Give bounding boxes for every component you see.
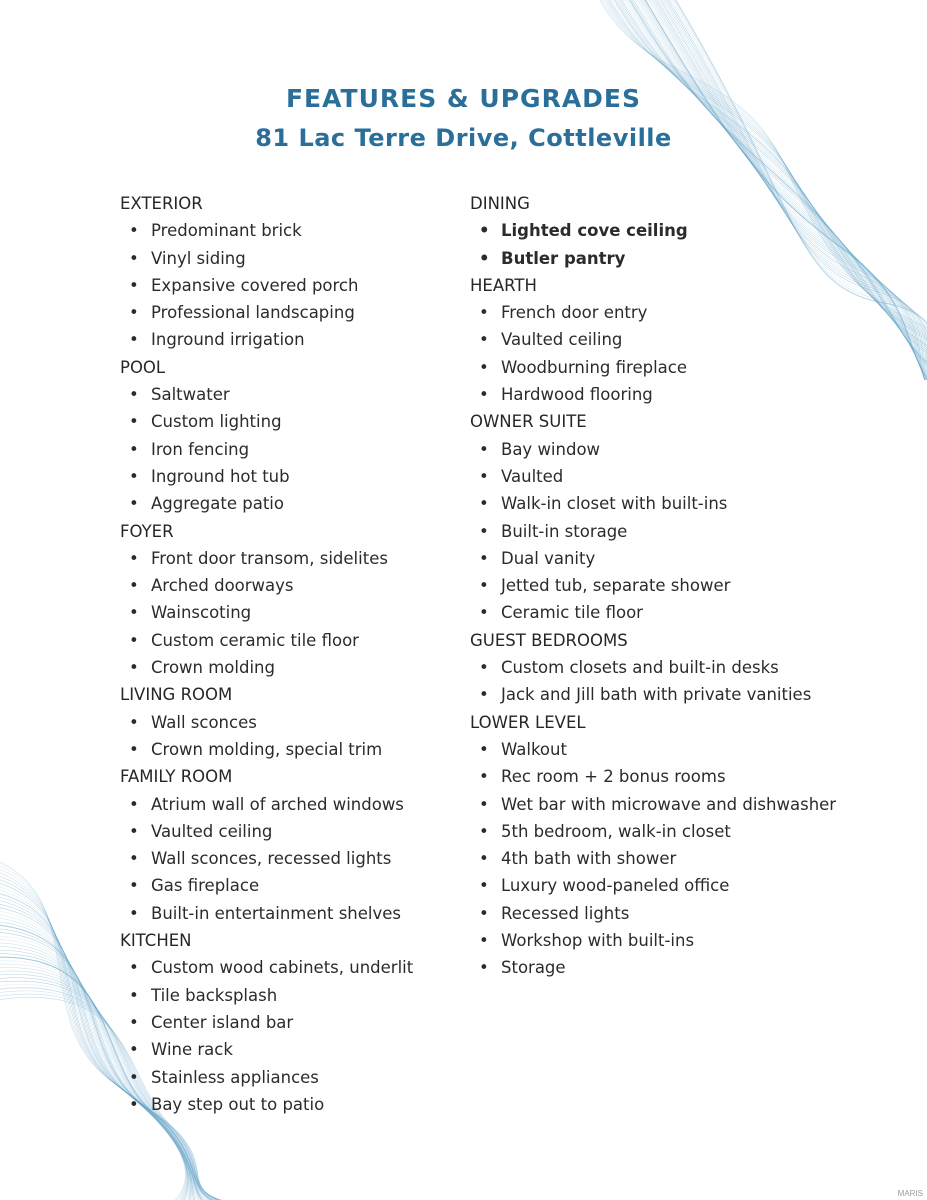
feature-list (470, 299, 890, 408)
feature-text: Iron fencing (151, 439, 250, 459)
feature-text: Tile backsplash (151, 985, 278, 1005)
feature-text: Wall sconces (151, 712, 257, 732)
bullet-icon: • (129, 739, 139, 759)
section-hearth (470, 272, 890, 408)
feature-list-item (120, 791, 460, 818)
feature-list-item (120, 381, 460, 408)
section-foyer (120, 518, 460, 682)
section-heading: POOL (120, 357, 166, 377)
feature-text: Crown molding, special trim (151, 739, 383, 759)
bullet-icon: • (479, 849, 489, 869)
bullet-icon: • (129, 494, 139, 514)
section-living-room (120, 681, 460, 763)
feature-text: Walkout (501, 739, 567, 759)
feature-text: Woodburning fireplace (501, 357, 688, 377)
feature-text: Butler pantry (501, 248, 626, 268)
bullet-icon: • (129, 466, 139, 486)
feature-text: French door entry (501, 303, 648, 323)
feature-list-item (120, 326, 460, 353)
feature-text: Built-in entertainment shelves (151, 903, 401, 923)
feature-list-item (120, 627, 460, 654)
feature-text: Atrium wall of arched windows (151, 794, 404, 814)
feature-list-item (120, 490, 460, 517)
header (0, 82, 927, 156)
feature-text: Custom wood cabinets, underlit (151, 958, 414, 978)
feature-list (120, 545, 460, 681)
feature-text: Jack and Jill bath with private vanities (501, 685, 812, 705)
feature-list-item (470, 681, 890, 708)
bullet-icon: • (129, 1094, 139, 1114)
feature-text: Wet bar with microwave and dishwasher (501, 794, 837, 814)
section-kitchen (120, 927, 460, 1118)
feature-list (470, 436, 890, 627)
feature-text: Gas fireplace (151, 876, 260, 896)
bullet-icon: • (129, 658, 139, 678)
feature-text: Professional landscaping (151, 303, 355, 323)
feature-list-item (470, 791, 890, 818)
feature-text: Hardwood flooring (501, 385, 653, 405)
feature-list-item (470, 599, 890, 626)
bullet-icon: • (479, 357, 489, 377)
bullet-icon: • (479, 494, 489, 514)
section-heading: LIVING ROOM (120, 685, 233, 705)
feature-list-item (470, 381, 890, 408)
feature-text: Custom ceramic tile floor (151, 630, 359, 650)
feature-text: Storage (501, 958, 566, 978)
section-dining (470, 190, 890, 272)
feature-list-item (470, 217, 890, 244)
feature-list (120, 791, 460, 927)
feature-text: Wainscoting (151, 603, 252, 623)
feature-list-item (120, 408, 460, 435)
bullet-icon: • (479, 385, 489, 405)
feature-list-item (120, 654, 460, 681)
feature-text: Recessed lights (501, 903, 630, 923)
bullet-icon: • (479, 466, 489, 486)
section-heading: DINING (470, 194, 530, 213)
bullet-icon: • (129, 903, 139, 923)
section-lower-level (470, 709, 890, 982)
feature-list-item (120, 954, 460, 981)
feature-list-item (120, 1091, 460, 1118)
feature-list (470, 217, 890, 272)
feature-list-item (120, 545, 460, 572)
right-feature-column (470, 190, 890, 982)
bullet-icon: • (479, 931, 489, 951)
bullet-icon: • (479, 603, 489, 623)
feature-list-item (470, 436, 890, 463)
bullet-icon: • (129, 794, 139, 814)
feature-text: Aggregate patio (151, 494, 284, 514)
bullet-icon: • (479, 221, 490, 241)
feature-text: Vaulted ceiling (151, 821, 273, 841)
section-heading: FOYER (120, 521, 174, 541)
feature-list-item (470, 872, 890, 899)
section-guest-bedrooms (470, 627, 890, 709)
feature-list-item (470, 545, 890, 572)
feature-text: Custom lighting (151, 412, 282, 432)
section-heading: OWNER SUITE (470, 412, 587, 432)
feature-text: Vaulted ceiling (501, 330, 623, 350)
bullet-icon: • (129, 712, 139, 732)
feature-text: Vinyl siding (151, 248, 246, 268)
feature-list-item (120, 736, 460, 763)
feature-text: Lighted cove ceiling (501, 221, 688, 241)
feature-list-item (120, 572, 460, 599)
feature-list-item (470, 490, 890, 517)
feature-list-item (470, 927, 890, 954)
bullet-icon: • (479, 548, 489, 568)
bullet-icon: • (129, 1040, 139, 1060)
feature-text: Jetted tub, separate shower (501, 576, 731, 596)
feature-list-item (120, 982, 460, 1009)
feature-text: Workshop with built-ins (501, 931, 695, 951)
bullet-icon: • (479, 794, 489, 814)
feature-list-item (470, 518, 890, 545)
feature-list-item (470, 736, 890, 763)
section-heading: LOWER LEVEL (470, 712, 586, 732)
feature-text: Front door transom, sidelites (151, 548, 388, 568)
bullet-icon: • (129, 548, 139, 568)
feature-list-item (120, 1064, 460, 1091)
feature-list-item (470, 326, 890, 353)
feature-list-item (120, 463, 460, 490)
feature-list-item (470, 354, 890, 381)
feature-text: 4th bath with shower (501, 849, 677, 869)
feature-text: Ceramic tile floor (501, 603, 643, 623)
section-owner-suite (470, 408, 890, 626)
feature-list-item (120, 845, 460, 872)
feature-list-item (120, 272, 460, 299)
feature-text: Wine rack (151, 1040, 233, 1060)
feature-list (120, 381, 460, 517)
feature-text: Built-in storage (501, 521, 628, 541)
feature-list-item (470, 763, 890, 790)
feature-text: Walk-in closet with built-ins (501, 494, 728, 514)
feature-text: Center island bar (151, 1012, 294, 1032)
feature-list (120, 709, 460, 764)
section-heading: FAMILY ROOM (120, 767, 233, 787)
bullet-icon: • (129, 876, 139, 896)
bullet-icon: • (129, 603, 139, 623)
feature-text: Inground hot tub (151, 466, 290, 486)
bullet-icon: • (129, 248, 139, 268)
feature-text: Wall sconces, recessed lights (151, 849, 392, 869)
section-heading: EXTERIOR (120, 194, 203, 213)
feature-list-item (120, 245, 460, 272)
feature-text: Vaulted (501, 466, 564, 486)
bullet-icon: • (479, 739, 489, 759)
bullet-icon: • (479, 958, 489, 978)
section-heading: HEARTH (470, 275, 537, 295)
feature-list (120, 954, 460, 1118)
feature-list-item (470, 900, 890, 927)
feature-text: Predominant brick (151, 221, 302, 241)
feature-list-item (470, 245, 890, 272)
section-pool (120, 354, 460, 518)
bullet-icon: • (129, 849, 139, 869)
bullet-icon: • (129, 330, 139, 350)
feature-text: Expansive covered porch (151, 275, 359, 295)
bullet-icon: • (129, 576, 139, 596)
bullet-icon: • (479, 248, 490, 268)
bullet-icon: • (479, 439, 489, 459)
bullet-icon: • (129, 275, 139, 295)
feature-list-item (120, 872, 460, 899)
feature-list-item (120, 900, 460, 927)
bullet-icon: • (479, 521, 489, 541)
feature-list-item (120, 1009, 460, 1036)
bullet-icon: • (479, 303, 489, 323)
feature-list-item (120, 599, 460, 626)
page-subtitle: 81 Lac Terre Drive, Cottleville (255, 124, 672, 152)
feature-text: Bay step out to patio (151, 1094, 325, 1114)
feature-text: Arched doorways (151, 576, 294, 596)
bullet-icon: • (129, 985, 139, 1005)
section-heading: KITCHEN (120, 931, 192, 951)
feature-text: Inground irrigation (151, 330, 305, 350)
feature-list (470, 654, 890, 709)
bullet-icon: • (479, 658, 489, 678)
feature-list-item (120, 299, 460, 326)
bullet-icon: • (479, 576, 489, 596)
section-heading: GUEST BEDROOMS (470, 630, 628, 650)
section-exterior (120, 190, 460, 354)
feature-text: Rec room + 2 bonus rooms (501, 767, 726, 787)
feature-list (120, 217, 460, 353)
feature-text: Bay window (501, 439, 601, 459)
feature-list-item (120, 818, 460, 845)
feature-list-item (470, 845, 890, 872)
watermark: MARIS (897, 1189, 923, 1198)
feature-text: 5th bedroom, walk-in closet (501, 821, 731, 841)
bullet-icon: • (479, 685, 489, 705)
bullet-icon: • (129, 630, 139, 650)
feature-list-item (470, 818, 890, 845)
feature-list-item (120, 436, 460, 463)
feature-text: Stainless appliances (151, 1067, 319, 1087)
section-family-room (120, 763, 460, 927)
bullet-icon: • (129, 821, 139, 841)
bullet-icon: • (129, 439, 139, 459)
feature-text: Saltwater (151, 385, 230, 405)
feature-list-item (470, 299, 890, 326)
page-title: FEATURES & UPGRADES (285, 84, 642, 113)
feature-list-item (470, 463, 890, 490)
bullet-icon: • (479, 330, 489, 350)
feature-list-item (120, 217, 460, 244)
feature-list-item (120, 1036, 460, 1063)
bullet-icon: • (129, 221, 139, 241)
bullet-icon: • (479, 767, 489, 787)
bullet-icon: • (129, 303, 139, 323)
feature-list (470, 736, 890, 982)
bullet-icon: • (129, 385, 139, 405)
bullet-icon: • (479, 821, 489, 841)
bullet-icon: • (129, 412, 139, 432)
feature-text: Dual vanity (501, 548, 596, 568)
feature-text: Custom closets and built-in desks (501, 658, 779, 678)
bullet-icon: • (479, 903, 489, 923)
feature-list-item (120, 709, 460, 736)
feature-list-item (470, 954, 890, 981)
left-feature-column (120, 190, 460, 1118)
bullet-icon: • (129, 1067, 139, 1087)
bullet-icon: • (479, 876, 489, 896)
feature-list-item (470, 654, 890, 681)
feature-text: Luxury wood-paneled office (501, 876, 730, 896)
feature-text: Crown molding (151, 658, 275, 678)
feature-list-item (470, 572, 890, 599)
bullet-icon: • (129, 958, 139, 978)
bullet-icon: • (129, 1012, 139, 1032)
